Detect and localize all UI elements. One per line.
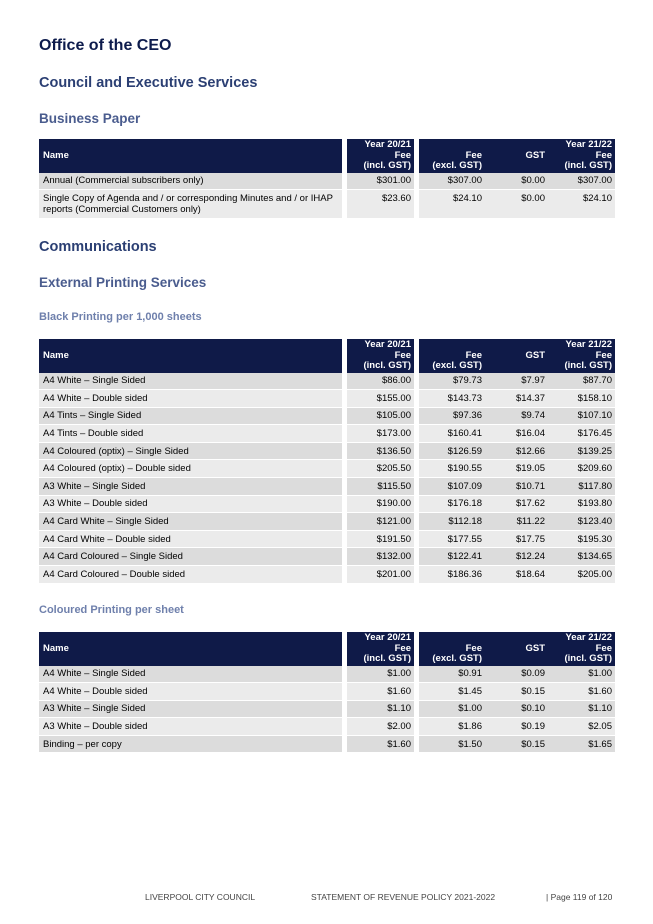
col-header-year-2122: Year 21/22 Fee (incl. GST) xyxy=(548,139,615,173)
row-fee-2122: $139.25 xyxy=(548,443,615,461)
row-fee-excl: $107.09 xyxy=(414,478,485,496)
row-gst: $0.15 xyxy=(485,683,548,701)
row-fee-2021: $121.00 xyxy=(342,513,414,531)
row-fee-excl: $143.73 xyxy=(414,390,485,408)
page-title: Office of the CEO xyxy=(39,37,172,54)
row-fee-2122: $195.30 xyxy=(548,531,615,549)
col-header-year-2122: Year 21/22 Fee (incl. GST) xyxy=(548,339,615,373)
row-name: A4 White – Double sided xyxy=(39,683,342,701)
row-name: A4 Card White – Single Sided xyxy=(39,513,342,531)
table-row xyxy=(39,683,615,701)
row-name: A4 Card Coloured – Single Sided xyxy=(39,548,342,566)
subsection-heading-business-paper: Business Paper xyxy=(39,111,141,126)
row-fee-2021: $1.10 xyxy=(342,701,414,719)
row-fee-2021: $1.60 xyxy=(342,736,414,754)
row-name: Single Copy of Agenda and / or corresponding Minutes and / or IHAP reports (Commercial Customers only) xyxy=(39,190,342,219)
row-name: A4 Card White – Double sided xyxy=(39,531,342,549)
row-name: A4 White – Single Sided xyxy=(39,373,342,391)
table-row xyxy=(39,390,615,408)
row-gst: $0.09 xyxy=(485,666,548,684)
row-fee-2122: $117.80 xyxy=(548,478,615,496)
footer-statement: STATEMENT OF REVENUE POLICY 2021-2022 xyxy=(311,892,496,902)
row-fee-2021: $115.50 xyxy=(342,478,414,496)
row-fee-excl: $190.55 xyxy=(414,460,485,478)
row-name: A3 White – Double sided xyxy=(39,718,342,736)
row-fee-2122: $123.40 xyxy=(548,513,615,531)
table-row xyxy=(39,373,615,391)
table-row xyxy=(39,425,615,443)
row-name: A4 White – Double sided xyxy=(39,390,342,408)
table-heading-black-printing: Black Printing per 1,000 sheets xyxy=(39,311,202,323)
row-fee-2021: $191.50 xyxy=(342,531,414,549)
col-header-year-2021: Year 20/21 Fee (incl. GST) xyxy=(342,339,414,373)
row-name: A4 Coloured (optix) – Single Sided xyxy=(39,443,342,461)
table-header-row xyxy=(39,632,615,666)
row-fee-2021: $23.60 xyxy=(342,190,414,219)
row-gst: $11.22 xyxy=(485,513,548,531)
table-header-row xyxy=(39,139,615,173)
row-fee-excl: $186.36 xyxy=(414,566,485,584)
row-fee-2122: $1.10 xyxy=(548,701,615,719)
row-fee-2122: $158.10 xyxy=(548,390,615,408)
row-fee-2122: $209.60 xyxy=(548,460,615,478)
section-heading-communications: Communications xyxy=(39,239,157,255)
row-gst: $0.00 xyxy=(485,190,548,219)
row-fee-2122: $1.65 xyxy=(548,736,615,754)
table-row xyxy=(39,173,615,191)
row-gst: $0.10 xyxy=(485,701,548,719)
row-name: Annual (Commercial subscribers only) xyxy=(39,173,342,191)
table-row xyxy=(39,443,615,461)
row-name: A4 Card Coloured – Double sided xyxy=(39,566,342,584)
row-fee-2122: $2.05 xyxy=(548,718,615,736)
black-printing-table xyxy=(39,339,615,584)
row-gst: $0.00 xyxy=(485,173,548,191)
row-fee-2021: $2.00 xyxy=(342,718,414,736)
row-name: A4 Tints – Double sided xyxy=(39,425,342,443)
footer-council: LIVERPOOL CITY COUNCIL xyxy=(145,892,256,902)
row-fee-2122: $176.45 xyxy=(548,425,615,443)
table-row xyxy=(39,548,615,566)
row-fee-excl: $1.00 xyxy=(414,701,485,719)
table-row xyxy=(39,513,615,531)
row-name: A3 White – Single Sided xyxy=(39,478,342,496)
row-fee-2122: $307.00 xyxy=(548,173,615,191)
row-fee-2122: $24.10 xyxy=(548,190,615,219)
row-gst: $19.05 xyxy=(485,460,548,478)
row-fee-2122: $1.60 xyxy=(548,683,615,701)
row-fee-excl: $1.50 xyxy=(414,736,485,754)
table-row xyxy=(39,478,615,496)
row-fee-excl: $0.91 xyxy=(414,666,485,684)
row-fee-excl: $1.86 xyxy=(414,718,485,736)
row-fee-2122: $205.00 xyxy=(548,566,615,584)
row-fee-2021: $1.00 xyxy=(342,666,414,684)
col-header-year-2122: Year 21/22 Fee (incl. GST) xyxy=(548,632,615,666)
row-fee-excl: $307.00 xyxy=(414,173,485,191)
table-header-row xyxy=(39,339,615,373)
col-header-gst: GST xyxy=(485,139,548,173)
row-gst: $12.24 xyxy=(485,548,548,566)
row-fee-2122: $87.70 xyxy=(548,373,615,391)
table-row xyxy=(39,736,615,754)
row-fee-2021: $201.00 xyxy=(342,566,414,584)
row-gst: $7.97 xyxy=(485,373,548,391)
row-name: A3 White – Double sided xyxy=(39,496,342,514)
row-gst: $16.04 xyxy=(485,425,548,443)
table-row xyxy=(39,666,615,684)
row-fee-excl: $177.55 xyxy=(414,531,485,549)
row-fee-excl: $79.73 xyxy=(414,373,485,391)
row-fee-excl: $1.45 xyxy=(414,683,485,701)
row-name: A4 White – Single Sided xyxy=(39,666,342,684)
col-header-fee-excl: Fee (excl. GST) xyxy=(414,632,485,666)
business-paper-table xyxy=(39,139,615,219)
row-fee-2122: $193.80 xyxy=(548,496,615,514)
row-fee-excl: $112.18 xyxy=(414,513,485,531)
coloured-printing-table xyxy=(39,632,615,753)
table-row xyxy=(39,566,615,584)
col-header-gst: GST xyxy=(485,339,548,373)
row-name: A3 White – Single Sided xyxy=(39,701,342,719)
col-header-gst: GST xyxy=(485,632,548,666)
col-header-name: Name xyxy=(39,339,342,373)
col-header-year-2021: Year 20/21 Fee (incl. GST) xyxy=(342,632,414,666)
row-fee-excl: $176.18 xyxy=(414,496,485,514)
row-fee-2021: $155.00 xyxy=(342,390,414,408)
row-gst: $18.64 xyxy=(485,566,548,584)
subsection-heading-external-printing: External Printing Services xyxy=(39,275,207,290)
row-fee-2122: $107.10 xyxy=(548,408,615,426)
row-fee-excl: $126.59 xyxy=(414,443,485,461)
col-header-name: Name xyxy=(39,139,342,173)
row-name: A4 Coloured (optix) – Double sided xyxy=(39,460,342,478)
row-gst: $17.75 xyxy=(485,531,548,549)
row-fee-excl: $122.41 xyxy=(414,548,485,566)
row-gst: $12.66 xyxy=(485,443,548,461)
row-fee-2021: $190.00 xyxy=(342,496,414,514)
table-row xyxy=(39,460,615,478)
table-row xyxy=(39,496,615,514)
row-gst: $17.62 xyxy=(485,496,548,514)
row-fee-2021: $301.00 xyxy=(342,173,414,191)
col-header-name: Name xyxy=(39,632,342,666)
table-row xyxy=(39,718,615,736)
section-heading-council: Council and Executive Services xyxy=(39,75,258,91)
col-header-fee-excl: Fee (excl. GST) xyxy=(414,339,485,373)
table-row xyxy=(39,531,615,549)
row-fee-excl: $97.36 xyxy=(414,408,485,426)
table-row xyxy=(39,701,615,719)
row-gst: $0.19 xyxy=(485,718,548,736)
row-fee-2021: $173.00 xyxy=(342,425,414,443)
row-gst: $14.37 xyxy=(485,390,548,408)
row-fee-2122: $134.65 xyxy=(548,548,615,566)
row-fee-2021: $205.50 xyxy=(342,460,414,478)
table-row xyxy=(39,408,615,426)
row-gst: $9.74 xyxy=(485,408,548,426)
row-fee-2021: $86.00 xyxy=(342,373,414,391)
row-fee-2122: $1.00 xyxy=(548,666,615,684)
row-gst: $10.71 xyxy=(485,478,548,496)
row-name: A4 Tints – Single Sided xyxy=(39,408,342,426)
row-fee-excl: $24.10 xyxy=(414,190,485,219)
row-gst: $0.15 xyxy=(485,736,548,754)
footer-page-number: | Page 119 of 120 xyxy=(546,892,613,902)
col-header-fee-excl: Fee (excl. GST) xyxy=(414,139,485,173)
row-name: Binding – per copy xyxy=(39,736,342,754)
row-fee-2021: $136.50 xyxy=(342,443,414,461)
row-fee-2021: $1.60 xyxy=(342,683,414,701)
table-heading-coloured-printing: Coloured Printing per sheet xyxy=(39,604,184,616)
col-header-year-2021: Year 20/21 Fee (incl. GST) xyxy=(342,139,414,173)
table-row xyxy=(39,190,615,219)
row-fee-2021: $132.00 xyxy=(342,548,414,566)
row-fee-excl: $160.41 xyxy=(414,425,485,443)
row-fee-2021: $105.00 xyxy=(342,408,414,426)
